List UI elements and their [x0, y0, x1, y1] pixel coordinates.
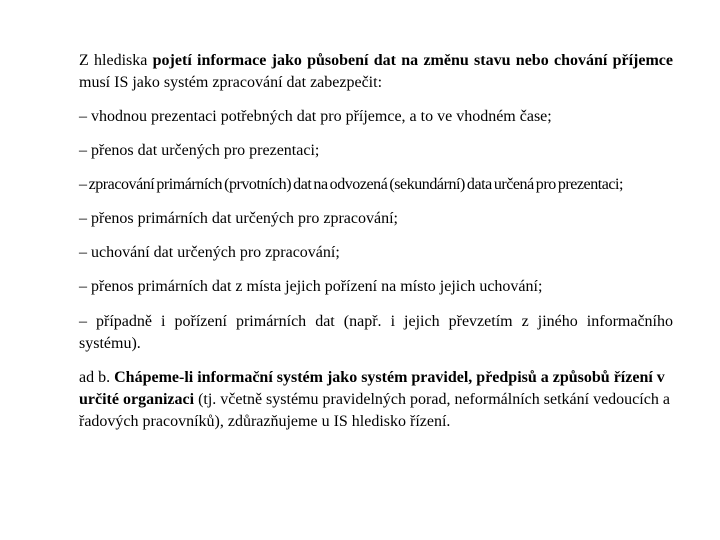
intro-paragraph — [79, 50, 673, 94]
list-item-presentation: – vhodnou prezentaci potřebných dat pro příjemce, a to ve vhodném čase; — [79, 108, 552, 125]
list-item-processing: – zpracování primárních (prvotních) dat na odvozená (sekundární) data určená pro prezentaci; — [79, 176, 624, 193]
intro-text-end: musí IS jako systém zpracování dat zabezpečit: — [79, 74, 383, 91]
document-body — [79, 50, 673, 445]
list-item-transfer-processing: – přenos primárních dat určených pro zpracování; — [79, 210, 398, 227]
list-item-storage: – uchování dat určených pro zpracování; — [79, 244, 340, 261]
closing-text-start: ad b. — [79, 369, 115, 386]
closing-text-end: (tj. včetně systému pravidelných porad, neformálních setkání vedoucích a řadových pracovníků), zdůrazňujeme u IS hledisko řízení. — [79, 391, 670, 430]
closing-paragraph — [79, 367, 673, 433]
intro-bold-phrase: pojetí informace jako působení dat na změnu stavu nebo chování příjemce — [152, 52, 673, 69]
list-item-transfer-presentation: – přenos dat určených pro prezentaci; — [79, 142, 320, 159]
closing-bold-phrase: Chápeme-li informační systém jako systém pravidel, předpisů a způsobů řízení v určité organizaci — [79, 369, 665, 408]
intro-text-start: Z hlediska — [79, 52, 153, 69]
list-item-acquisition: – případně i pořízení primárních dat (např. i jejich převzetím z jiného informačního systému). — [79, 313, 673, 352]
list-item-transfer-storage: – přenos primárních dat z místa jejich pořízení na místo jejich uchování; — [79, 278, 543, 295]
